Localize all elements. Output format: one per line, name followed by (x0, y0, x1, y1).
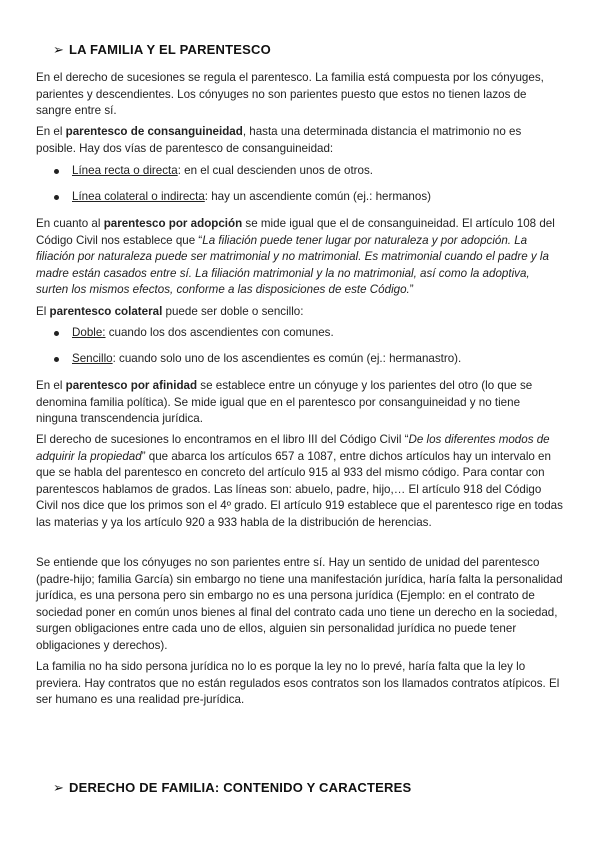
bullet-icon (54, 195, 59, 200)
text-run: se establece entre un cónyuge y los parientes del otro (lo que se denomina familia política). Se mide igual que en el parentesco por consanguineidad y no tiene ninguna transcendencia jurídica. (36, 379, 533, 426)
underlined-term: Línea colateral o indirecta (72, 190, 205, 203)
text-run: El derecho de sucesiones lo encontramos en el libro III del Código Civil “ (36, 433, 409, 446)
list-item (36, 189, 564, 206)
paragraph-text: En el derecho de sucesiones se regula el parentesco. La familia está compuesta por los cónyuges, parientes y descendientes. Los cónyuges no son parientes puesto que estos no tienen lazos de sangre entre sí. (36, 71, 544, 118)
italic-quote: La filiación puede tener lugar por naturaleza y por adopción. La filiación por naturaleza puede ser matrimonial y no matrimonial. Es matrimonial cuando el padre y la madre están casados entre sí. La filiación matrimonial y la no matrimonial, así como la adoptiva, surten los mismos efectos, conforme a las disposiciones de este Código. (36, 233, 549, 297)
bold-term: parentesco por afinidad (65, 379, 198, 392)
paragraph-conyuges (36, 555, 564, 655)
italic-quote: De los diferentes modos de adquirir la propiedad (36, 433, 550, 463)
underlined-term: Sencillo (72, 352, 113, 365)
arrow-bullet-icon: ➢ (53, 42, 65, 57)
paragraph-text: La familia no ha sido persona jurídica no lo es porque la ley no lo prevé, haría falta que la ley lo previera. Hay contratos que no están regulados esos contratos son los llamados contratos atípicos. El ser humano es una realidad pre-jurídica. (36, 660, 560, 707)
bold-term: parentesco colateral (49, 305, 163, 318)
list-item-text: cuando los dos ascendientes con comunes. (105, 326, 334, 339)
paragraph-intro (36, 70, 564, 120)
text-run: ” (409, 283, 414, 297)
text-run: se mide igual que el de consanguineidad. El artículo 108 del Código Civil nos establece que “ (36, 217, 555, 247)
list-item (36, 325, 564, 342)
paragraph-colateral (36, 304, 564, 321)
list-item-text: : cuando solo uno de los ascendientes es común (ej.: hermanastro). (112, 352, 462, 365)
paragraph-codigo-civil (36, 432, 564, 532)
bold-term: parentesco de consanguineidad (65, 125, 243, 138)
section-heading-familia-parentesco (53, 42, 271, 58)
paragraph-afinidad (36, 378, 564, 428)
list-item (36, 351, 564, 368)
text-run: En el (36, 125, 66, 138)
text-run: puede ser doble o sencillo: (162, 305, 304, 318)
text-run: En el (36, 379, 66, 392)
bold-term: parentesco por adopción (103, 217, 243, 230)
heading-text: LA FAMILIA Y EL PARENTESCO (69, 42, 271, 57)
paragraph-consanguineidad (36, 124, 564, 157)
bullet-icon (54, 357, 59, 362)
paragraph-text: Se entiende que los cónyuges no son parientes entre sí. Hay un sentido de unidad del parentesco (padre-hijo; familia García) sin embargo no tiene una manifestación jurídica, haría falta la personalidad jurídica, es una persona pero sin embargo no es una persona jurídica (Ejemplo: en el contrato de sociedad poner en común unos bienes al final del contrato cada uno tiene un derecho en la sociedad, surgen obligaciones entre cada uno de ellos, alguien sin personalidad jurídica no puede tener obligaciones y derechos). (36, 556, 563, 652)
list-item-text: : hay un ascendiente común (ej.: hermanos) (204, 190, 431, 203)
list-lineas-2 (36, 189, 564, 206)
bullet-icon (54, 169, 59, 174)
list-lineas (36, 163, 564, 180)
list-colateral-2 (36, 351, 564, 368)
heading-text: DERECHO DE FAMILIA: CONTENIDO Y CARACTERES (69, 780, 412, 795)
list-colateral (36, 325, 564, 342)
arrow-bullet-icon: ➢ (53, 780, 65, 795)
paragraph-persona-juridica (36, 659, 564, 709)
text-run: En cuanto al (36, 217, 104, 230)
text-run: , hasta una determinada distancia el matrimonio no es posible. Hay dos vías de parentesco de consanguineidad: (36, 125, 522, 155)
underlined-term: Línea recta o directa (72, 164, 178, 177)
list-item-text: : en el cual descienden unos de otros. (177, 164, 373, 177)
section-heading-derecho-familia (53, 780, 411, 796)
bullet-icon (54, 331, 59, 336)
text-run: ” que abarca los artículos 657 a 1087, entre dichos artículos hay un intervalo en que se habla del parentesco en concreto del artículo 915 al 933 del mismo código. Para contar con parentescos hablamos de grados. Las líneas son: abuelo, padre, hijo,… El artículo 918 del Código Civil nos dice que los primos son el 4º grado. El artículo 919 establece que el parentesco rige en todas las materias y ya los artículo 920 a 933 habla de la distribución de herencias. (36, 449, 563, 529)
paragraph-adopcion (36, 216, 564, 299)
text-run: El (36, 305, 50, 318)
underlined-term: Doble: (72, 326, 106, 339)
list-item (36, 163, 564, 180)
